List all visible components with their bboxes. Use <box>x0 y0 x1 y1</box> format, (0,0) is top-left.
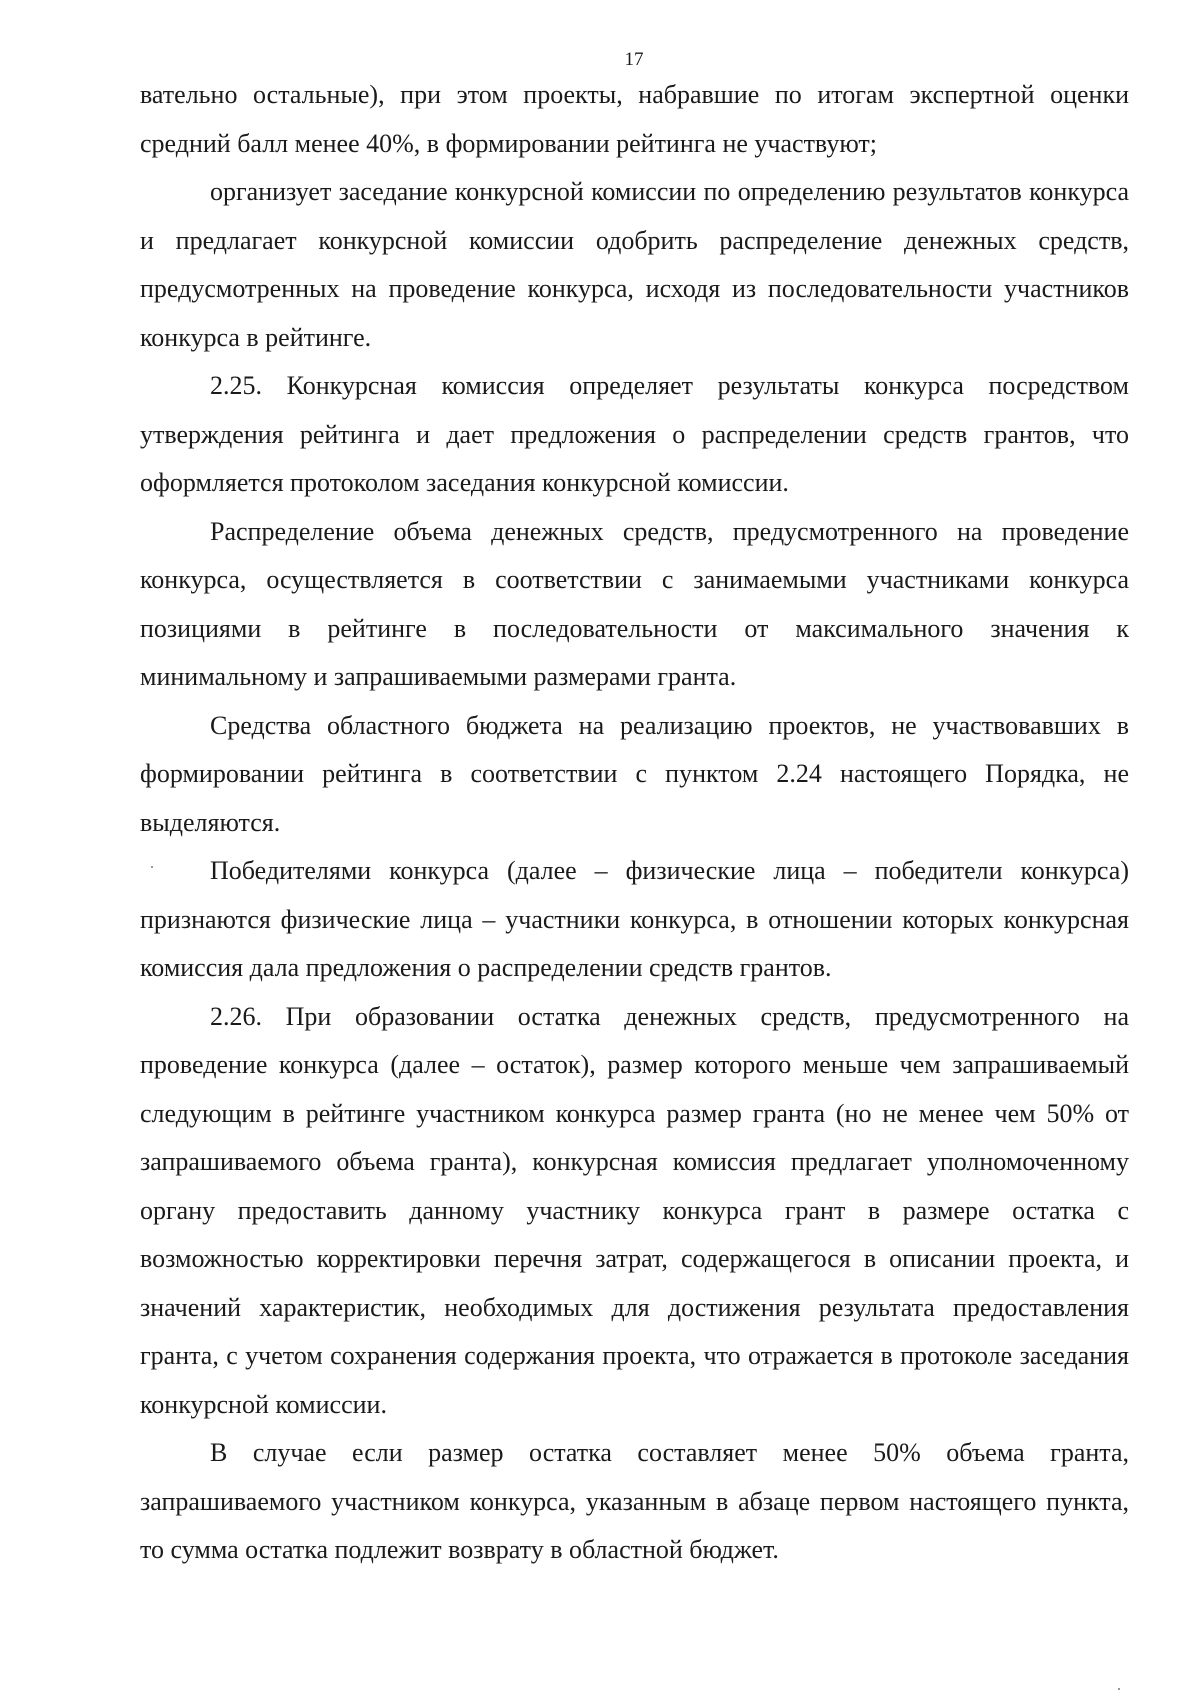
paragraph-5: Средства областного бюджета на реализацию проектов, не участвовавших в формировании рейтинга в соответствии с пунктом 2.24 настоящего Порядка, не выделяются. <box>140 710 1129 837</box>
paragraph-1: вательно остальные), при этом проекты, набравшие по итогам экспертной оценки средний балл менее 40%, в формировании рейтинга не участвуют; <box>140 80 1129 158</box>
document-body <box>140 71 1129 1575</box>
paragraph-3-section-2-25: 2.25. Конкурсная комиссия определяет результаты конкурса посредством утверждения рейтинга и дает предложения о распределении средств грантов, что оформляется протоколом заседания конкурсной комиссии. <box>140 371 1129 497</box>
scan-speck <box>151 866 153 868</box>
scan-speck <box>1118 1688 1120 1690</box>
paragraph-4: Распределение объема денежных средств, предусмотренного на проведение конкурса, осуществляется в соответствии с занимаемыми участниками конкурса позициями в рейтинге в последовательности от максимального значения к минимальному и запрашиваемыми размерами гранта. <box>140 516 1129 691</box>
page-number: 17 <box>624 49 644 70</box>
paragraph-8: В случае если размер остатка составляет менее 50% объема гранта, запрашиваемого участником конкурса, указанным в абзаце первом настоящего пункта, то сумма остатка подлежит возврату в областной бюджет. <box>140 1438 1129 1564</box>
paragraph-6: Победителями конкурса (далее – физические лица – победители конкурса) признаются физические лица – участники конкурса, в отношении которых конкурсная комиссия дала предложения о распределении средств грантов. <box>140 856 1129 982</box>
paragraph-7-section-2-26: 2.26. При образовании остатка денежных средств, предусмотренного на проведение конкурса (далее – остаток), размер которого меньше чем запрашиваемый следующим в рейтинге участником конкурса размер гранта (но не менее чем 50% от запрашиваемого объема гранта), конкурсная комиссия предлагает уполномоченному органу предоставить данному участнику конкурса грант в размере остатка с возможностью корректировки перечня затрат, содержащегося в описании проекта, и значений характеристик, необходимых для достижения результата предоставления гранта, с учетом сохранения содержания проекта, что отражается в протоколе заседания конкурсной комиссии. <box>140 1001 1129 1419</box>
paragraph-2: организует заседание конкурсной комиссии по определению результатов конкурса и предлагает конкурсной комиссии одобрить распределение денежных средств, предусмотренных на проведение конкурса, исходя из последовательности участников конкурса в рейтинге. <box>140 177 1129 352</box>
